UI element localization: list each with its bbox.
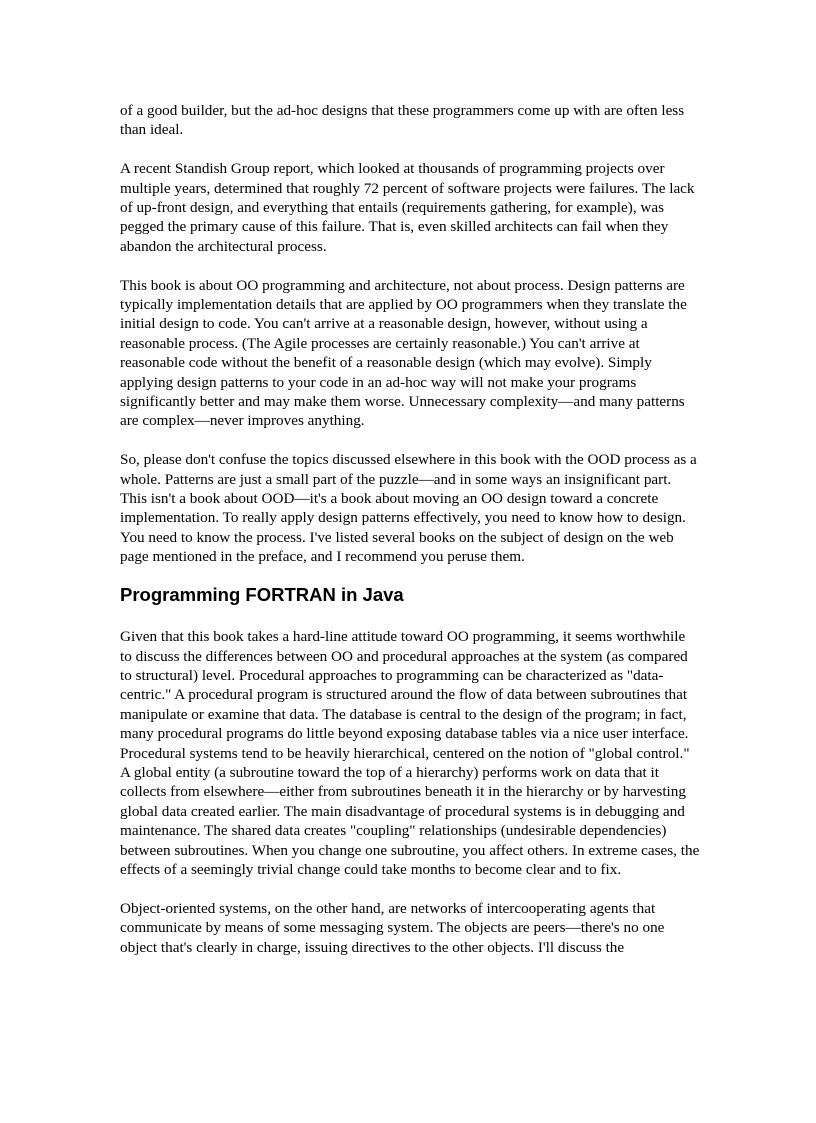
paragraph-builder-continuation: of a good builder, but the ad-hoc designs that these programmers come up with are often less than ideal. — [120, 102, 685, 139]
section-heading: Programming FORTRAN in Java — [120, 584, 404, 606]
page-body — [120, 101, 700, 976]
paragraph-object-oriented-systems: Object-oriented systems, on the other hand, are networks of intercooperating agents that communicate by means of some messaging system. The objects are peers—there's no one object that's clearly in charge, issuing directives to the other objects. I'll discuss the — [120, 899, 665, 956]
paragraph-ood-process: So, please don't confuse the topics discussed elsewhere in this book with the OOD process as a whole. Patterns are just a small part of the puzzle—and in some ways an insignificant part. This isn't a book about OOD—it's a book about moving an OO design toward a concrete implementation. To really apply design patterns effectively, you need to know how to design. You need to know the process. I've listed several books on the subject of design on the web page mentioned in the preface, and I recommend you peruse them. — [120, 451, 697, 566]
paragraph-procedural-approaches: Given that this book takes a hard-line attitude toward OO programming, it seems worthwhile to discuss the differences between OO and procedural approaches at the system (as compared to structural) level. Procedural approaches to programming can be characterized as "data-centric." A procedural program is structured around the flow of data between subroutines that manipulate or examine that data. The database is central to the design of the program; in fact, many procedural programs do little beyond exposing database tables via a nice user interface. Procedural systems tend to be heavily hierarchical, centered on the notion of "global control." A global entity (a subroutine toward the top of a hierarchy) performs work on data that it collects from elsewhere—either from subroutines beneath it in the hierarchy or by harvesting global data created earlier. The main disadvantage of procedural systems is in debugging and maintenance. The shared data creates "coupling" relationships (undesirable dependencies) between subroutines. When you change one subroutine, you affect others. In extreme cases, the effects of a seemingly trivial change could take months to become clear and to fix. — [120, 628, 700, 878]
paragraph-standish-report: A recent Standish Group report, which looked at thousands of programming projects over multiple years, determined that roughly 72 percent of software projects were failures. The lack of up-front design, and everything that entails (requirements gathering, for example), was pegged the primary cause of this failure. That is, even skilled architects can fail when they abandon the architectural process. — [120, 160, 695, 255]
paragraph-oo-not-process: This book is about OO programming and architecture, not about process. Design patterns are typically implementation details that are applied by OO programmers when they translate the initial design to code. You can't arrive at a reasonable design, however, without using a reasonable process. (The Agile processes are certainly reasonable.) You can't arrive at reasonable code without the benefit of a reasonable design (which may evolve). Simply applying design patterns to your code in an ad-hoc way will not make your programs significantly better and may make them worse. Unnecessary complexity—and many patterns are complex—never improves anything. — [120, 276, 687, 430]
